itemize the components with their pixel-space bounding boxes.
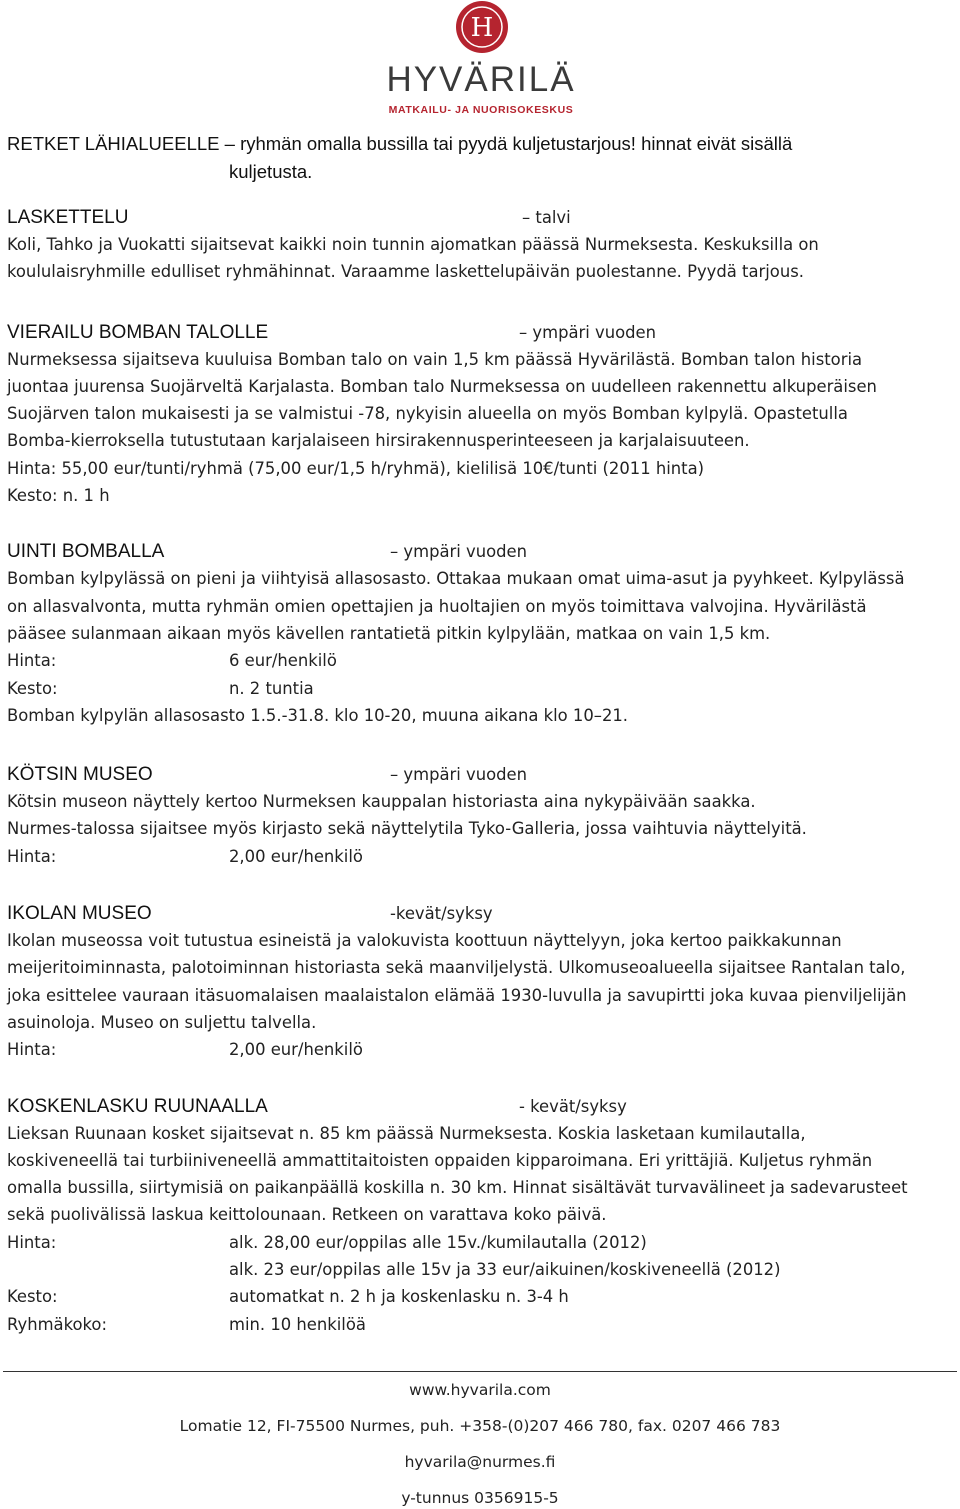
section-season: – talvi xyxy=(522,208,571,227)
paragraph-line: juontaa juurensa Suojärveltä Karjalasta. Bomban talo Nurmeksessa on uudelleen rakennettu alkuperäisen xyxy=(7,376,877,396)
detail-value: automatkat n. 2 h ja koskenlasku n. 3-4 h xyxy=(229,1287,569,1307)
paragraph-line: meijeritoiminnasta, palotoiminnan historiasta sekä maanviljelystä. Ulkomuseoalueella sijaitsee Rantalan talo, xyxy=(7,958,906,978)
detail-row xyxy=(7,647,952,674)
section-ikolan-museo xyxy=(7,900,952,1063)
detail-row xyxy=(7,1036,952,1063)
detail-row xyxy=(7,843,952,870)
intro-line-2: kuljetusta. xyxy=(229,161,313,182)
paragraph-line: Kesto: n. 1 h xyxy=(7,486,110,506)
paragraph-line: Nurmeksessa sijaitseva kuuluisa Bomban talo on vain 1,5 km päässä Hyvärilästä. Bomban talon historia xyxy=(7,349,863,369)
section-season: – ympäri vuoden xyxy=(390,765,528,785)
paragraph-line: Bomban kylpylässä on pieni ja viihtyisä allasosasto. Ottakaa mukaan omat uima-asut ja pyyhkeet. Kylpylässä xyxy=(7,569,905,589)
section-season: -kevät/syksy xyxy=(390,904,493,924)
section-title: LASKETTELU xyxy=(7,207,129,228)
paragraph-line: Nurmes-talossa sijaitsee myös kirjasto sekä näyttelytila Tyko-Galleria, jossa vaihtuvia näyttelyitä. xyxy=(7,819,807,839)
section-title: KOSKENLASKU RUUNAALLA xyxy=(7,1095,268,1117)
section-kotsin-museo xyxy=(7,761,952,870)
footer-business-id: y-tunnus 0356915-5 xyxy=(401,1489,559,1507)
section-bomban-talo xyxy=(7,319,952,510)
detail-value: n. 2 tuntia xyxy=(229,678,314,698)
section-title: VIERAILU BOMBAN TALOLLE xyxy=(7,321,269,343)
detail-label: Hinta: xyxy=(7,651,57,671)
section-laskettelu xyxy=(7,204,952,286)
logo-emblem-icon xyxy=(378,0,584,118)
section-season: – ympäri vuoden xyxy=(390,542,528,562)
detail-value: min. 10 henkilöä xyxy=(229,1314,366,1334)
detail-label: Kesto: xyxy=(7,678,58,698)
footer-email[interactable]: hyvarila@nurmes.fi xyxy=(404,1453,556,1471)
footer-website[interactable]: www.hyvarila.com xyxy=(409,1381,551,1399)
section-season: - kevät/syksy xyxy=(519,1096,627,1116)
paragraph-line: joka esittelee vauraan itäsuomalaisen maalaistalon elämää 1930-luvulla ja savupirtti joka kuvaa pienviljelijän xyxy=(7,985,907,1005)
opening-hours-note: Bomban kylpylän allasosasto 1.5.-31.8. klo 10-20, muuna aikana klo 10–21. xyxy=(7,705,629,725)
section-uinti-bomballa xyxy=(7,538,952,729)
detail-value: 2,00 eur/henkilö xyxy=(229,1040,363,1060)
paragraph-line: Bomba-kierroksella tutustutaan karjalaiseen hirsirakennusperinteeseen ja karjalaisuuteen. xyxy=(7,431,750,451)
paragraph-line: Lieksan Ruunaan kosket sijaitsevat n. 85 km päässä Nurmeksesta. Koskia lasketaan kumilautalla, xyxy=(7,1123,806,1143)
detail-value: 6 eur/henkilö xyxy=(229,651,337,671)
paragraph-line: omalla bussilla, siirtymisiä on paikanpäällä koskilla n. 30 km. Hinnat sisältävät turvavälineet ja sadevarusteet xyxy=(7,1178,908,1198)
paragraph-line: on allasvalvonta, mutta ryhmän omien opettajien ja huoltajien on myös toimittava valvojina. Hyvärilästä xyxy=(7,596,867,616)
section-title: UINTI BOMBALLA xyxy=(7,541,165,563)
paragraph-line: Suojärven talon mukaisesti ja se valmistui -78, nykyisin alueella on myös Bomban kylpylä. Opastetulla xyxy=(7,404,848,424)
paragraph-line: Hinta: 55,00 eur/tunti/ryhmä (75,00 eur/1,5 h/ryhmä), kielilisä 10€/tunti (2011 hinta) xyxy=(7,458,705,478)
hyvarila-logo xyxy=(378,0,584,118)
detail-row xyxy=(7,1229,952,1256)
detail-value: alk. 23 eur/oppilas alle 15v ja 33 eur/aikuinen/koskiveneellä (2012) xyxy=(229,1260,781,1280)
paragraph-line: koskiveneellä tai turbiiniveneellä ammattitaitoisten oppaiden kipparoimana. Eri yrittäjiä. Kuljetus ryhmän xyxy=(7,1150,873,1170)
detail-label: Hinta: xyxy=(7,846,57,866)
detail-row xyxy=(7,1283,952,1310)
logo-name: HYVÄRILÄ xyxy=(386,60,576,99)
section-title: KÖTSIN MUSEO xyxy=(7,764,153,786)
detail-label: Hinta: xyxy=(7,1232,57,1252)
paragraph-line: pääsee sulanmaan aikaan myös kävellen rantatietä pitkin kylpylään, matkaa on vain 1,5 km. xyxy=(7,623,771,643)
logo-monogram: H xyxy=(470,13,494,43)
document-body xyxy=(7,130,952,1338)
paragraph-line: koululaisryhmille edulliset ryhmähinnat. Varaamme laskettelupäivän puolestanne. Pyydä tarjous. xyxy=(7,262,804,282)
section-koskenlasku xyxy=(7,1093,952,1338)
detail-label: Ryhmäkoko: xyxy=(7,1314,107,1334)
paragraph-line: Ikolan museossa voit tutustua esineistä ja valokuvista koottuun näyttelyyn, joka kertoo paikkakunnan xyxy=(7,931,842,951)
paragraph-line: sekä puolivälissä laskua keittolounaan. Retkeen on varattava koko päivä. xyxy=(7,1205,607,1225)
footer-divider xyxy=(3,1371,957,1372)
detail-label: Hinta: xyxy=(7,1040,57,1060)
detail-value: alk. 28,00 eur/oppilas alle 15v./kumilautalla (2012) xyxy=(229,1232,647,1252)
detail-label: Kesto: xyxy=(7,1287,58,1307)
paragraph-line: asuinoloja. Museo on suljettu talvella. xyxy=(7,1012,317,1032)
intro-heading xyxy=(7,130,952,186)
detail-value: 2,00 eur/henkilö xyxy=(229,846,363,866)
section-title: IKOLAN MUSEO xyxy=(7,903,152,925)
intro-line-1: RETKET LÄHIALUEELLE – ryhmän omalla bussilla tai pyydä kuljetustarjous! hinnat eivät sisällä xyxy=(7,133,793,154)
paragraph-line: Koli, Tahko ja Vuokatti sijaitsevat kaikki noin tunnin ajomatkan päässä Nurmeksesta. Keskuksilla on xyxy=(7,235,819,254)
detail-row xyxy=(7,1256,952,1283)
section-season: – ympäri vuoden xyxy=(519,322,657,342)
detail-row xyxy=(7,675,952,702)
detail-row xyxy=(7,1311,952,1338)
footer-address: Lomatie 12, FI-75500 Nurmes, puh. +358-(0)207 466 780, fax. 0207 466 783 xyxy=(179,1417,781,1435)
paragraph-line: Kötsin museon näyttely kertoo Nurmeksen kauppalan historiasta aina nykypäivään saakka. xyxy=(7,792,756,812)
logo-tagline: MATKAILU- JA NUORISOKESKUS xyxy=(388,104,574,116)
